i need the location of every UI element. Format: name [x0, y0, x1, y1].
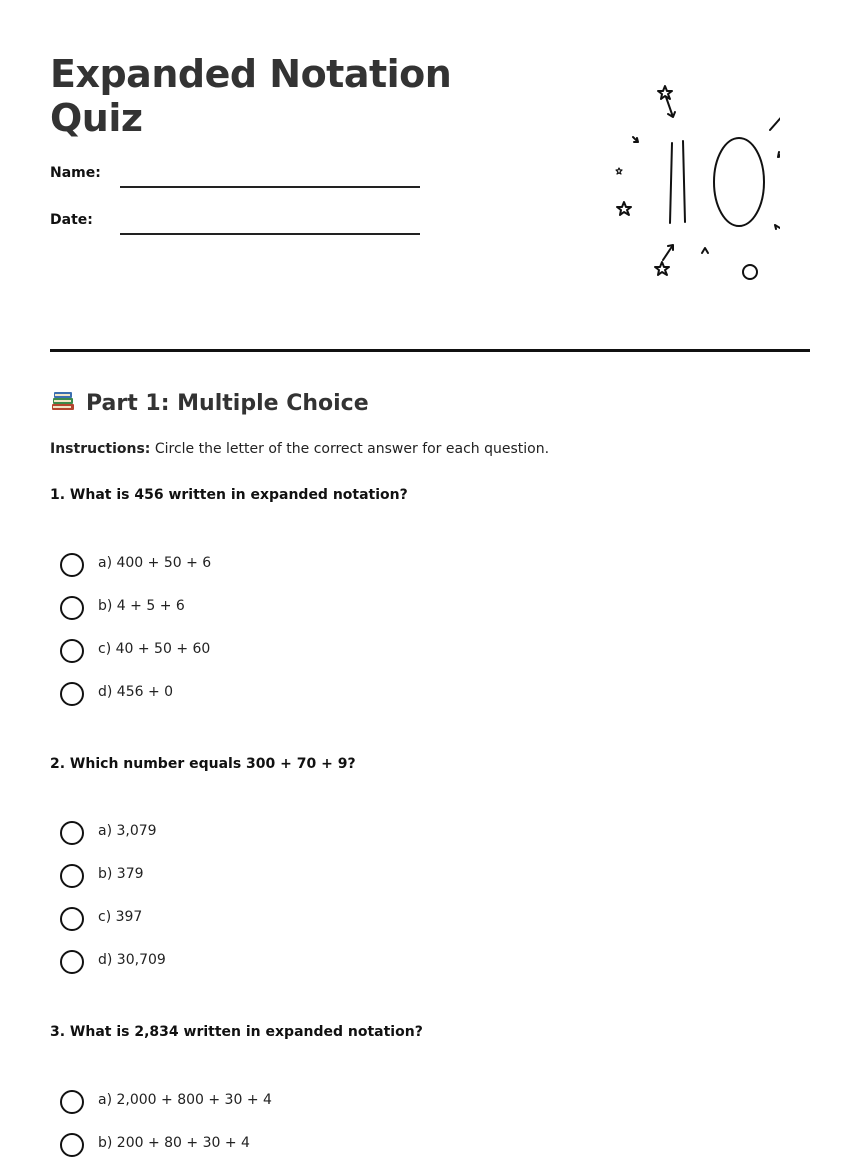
radio-circle[interactable]	[60, 907, 84, 931]
star-icon	[655, 262, 669, 275]
radio-circle[interactable]	[60, 639, 84, 663]
arrow-icon	[663, 245, 673, 260]
option-label: c) 397	[98, 909, 143, 925]
q2-option-d[interactable]	[60, 950, 460, 976]
radio-circle[interactable]	[60, 821, 84, 845]
date-underline[interactable]	[120, 233, 420, 235]
star-icon	[617, 202, 631, 215]
page-title	[50, 52, 470, 140]
title-line-2: Quiz	[50, 96, 143, 140]
option-label: d) 456 + 0	[98, 684, 174, 700]
star-icon	[658, 86, 672, 99]
name-field[interactable]	[50, 163, 420, 189]
option-label: b) 200 + 80 + 30 + 4	[98, 1135, 250, 1151]
q1-option-a[interactable]	[60, 553, 460, 579]
q2-option-b[interactable]	[60, 864, 460, 890]
arrow-icon	[778, 142, 780, 157]
q3-option-b[interactable]	[60, 1133, 460, 1159]
section-title-text: Part 1: Multiple Choice	[86, 391, 369, 416]
instructions	[50, 441, 549, 457]
small-star-icon	[616, 168, 622, 174]
number-ten-doodle	[560, 75, 780, 290]
name-underline[interactable]	[120, 186, 420, 188]
radio-circle[interactable]	[60, 864, 84, 888]
doodle-one-stroke-a	[670, 143, 672, 223]
q3-option-a[interactable]	[60, 1090, 460, 1116]
arrow-icon	[633, 137, 638, 142]
quiz-page	[50, 0, 810, 1161]
q1-option-b[interactable]	[60, 596, 460, 622]
question-3: 3. What is 2,834 written in expanded notation?	[50, 1024, 423, 1040]
radio-circle[interactable]	[60, 682, 84, 706]
section-title	[50, 388, 369, 420]
radio-circle[interactable]	[60, 1090, 84, 1114]
question-2: 2. Which number equals 300 + 70 + 9?	[50, 756, 356, 772]
option-label: b) 379	[98, 866, 144, 882]
arrow-tip	[702, 248, 708, 253]
doodle-zero	[714, 138, 764, 226]
question-1: 1. What is 456 written in expanded notation?	[50, 487, 408, 503]
option-label: b) 4 + 5 + 6	[98, 598, 185, 614]
arrow-icon	[666, 97, 675, 117]
radio-circle[interactable]	[60, 950, 84, 974]
option-label: a) 3,079	[98, 823, 157, 839]
arrow-tip	[775, 225, 780, 229]
q2-option-a[interactable]	[60, 821, 460, 847]
date-label: Date:	[50, 212, 93, 228]
radio-circle[interactable]	[60, 1133, 84, 1157]
books-icon	[50, 388, 76, 414]
option-label: c) 40 + 50 + 60	[98, 641, 211, 657]
instructions-lead: Instructions:	[50, 441, 151, 457]
name-label: Name:	[50, 165, 101, 181]
sparkle-line	[770, 105, 780, 130]
q1-option-d[interactable]	[60, 682, 460, 708]
q1-option-c[interactable]	[60, 639, 460, 665]
doodle-number-text: 10	[560, 75, 562, 76]
q2-option-c[interactable]	[60, 907, 460, 933]
option-label: a) 400 + 50 + 6	[98, 555, 212, 571]
date-field[interactable]	[50, 210, 420, 236]
header-divider	[50, 349, 810, 352]
radio-circle[interactable]	[60, 553, 84, 577]
title-line-1: Expanded Notation	[50, 52, 452, 96]
radio-circle[interactable]	[60, 596, 84, 620]
instructions-text: Circle the letter of the correct answer for each question.	[150, 441, 550, 457]
option-label: a) 2,000 + 800 + 30 + 4	[98, 1092, 272, 1108]
circle-shape	[743, 265, 757, 279]
doodle-one-stroke-b	[683, 141, 685, 222]
option-label: d) 30,709	[98, 952, 166, 968]
